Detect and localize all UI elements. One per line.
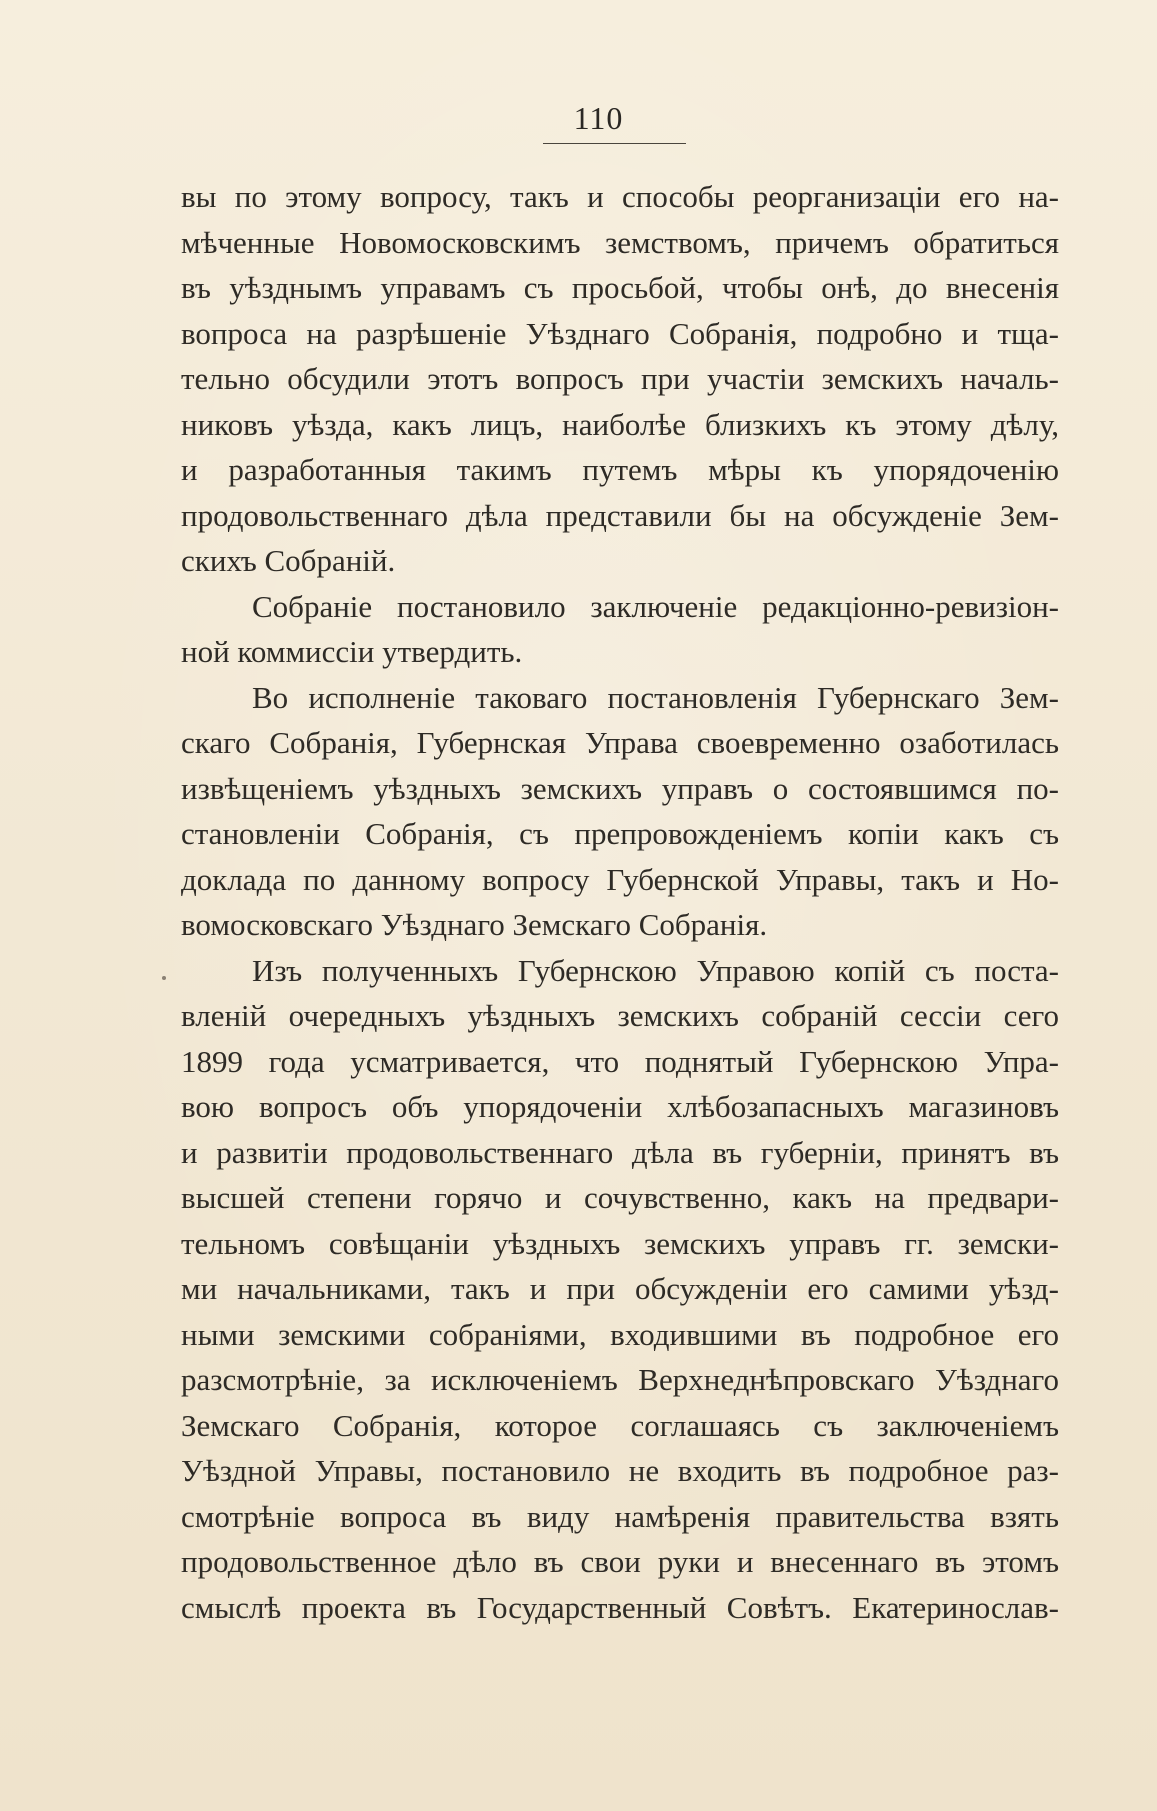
text-line: тельномъ совѣщаніи уѣздныхъ земскихъ управъ гг. земски- — [181, 1225, 1059, 1261]
text-line: скихъ Собраній. — [181, 543, 396, 578]
text-line: смотрѣніе вопроса въ виду намѣренія правительства взять — [181, 1498, 1059, 1534]
text-line: продовольственнаго дѣла представили бы на обсужденіе Зем- — [181, 497, 1059, 533]
text-line: никовъ уѣзда, какъ лицъ, наиболѣе близкихъ къ этому дѣлу, — [181, 406, 1059, 442]
text-line: вомосковскаго Уѣзднаго Земскаго Собранія. — [181, 907, 768, 942]
text-line: скаго Собранія, Губернская Управа своевременно озаботилась — [181, 725, 1059, 760]
text-line: и разработанныя такимъ путемъ мѣры къ упорядоченію — [181, 452, 1059, 487]
text-line: 1899 года усматривается, что поднятый Губернскою Упра- — [181, 1043, 1059, 1079]
text-line: Уѣздной Управы, постановило не входить въ подробное раз- — [181, 1453, 1059, 1488]
text-line: доклада по данному вопросу Губернской Управы, такъ и Но- — [181, 861, 1059, 897]
text-line: Собраніе постановило заключеніе редакціонно-ревизіон- — [252, 588, 1059, 624]
body-text — [181, 174, 1059, 1630]
text-line: вою вопросъ объ упорядоченіи хлѣбозапасныхъ магазиновъ — [181, 1089, 1059, 1124]
text-line: смыслѣ проекта въ Государственный Совѣтъ. Екатеринослав- — [181, 1589, 1059, 1625]
text-line: тельно обсудили этотъ вопросъ при участіи земскихъ началь- — [181, 361, 1059, 396]
text-line: Во исполненіе таковаго постановленія Губернскаго Зем- — [252, 679, 1059, 715]
text-line: Изъ полученныхъ Губернскою Управою копій съ поста- — [252, 952, 1059, 988]
print-speck — [162, 976, 166, 980]
text-line: вопроса на разрѣшеніе Уѣзднаго Собранія, подробно и тща- — [181, 315, 1059, 351]
text-line: ми начальниками, такъ и при обсужденіи его самими уѣзд- — [181, 1271, 1059, 1306]
text-line: разсмотрѣніе, за исключеніемъ Верхнеднѣпровскаго Уѣзднаго — [181, 1362, 1059, 1397]
text-line: высшей степени горячо и сочувственно, какъ на предвари- — [181, 1180, 1059, 1215]
page-number-underline — [543, 143, 686, 144]
text-line: вленій очередныхъ уѣздныхъ земскихъ собраній сессіи сего — [181, 998, 1059, 1033]
text-line: вы по этому вопросу, такъ и способы реорганизаціи его на- — [181, 179, 1059, 214]
text-line: ной коммиссіи утвердить. — [181, 634, 523, 669]
page-number: 110 — [573, 100, 624, 136]
text-line: извѣщеніемъ уѣздныхъ земскихъ управъ о состоявшимся по- — [181, 770, 1059, 806]
text-line: продовольственное дѣло въ свои руки и внесеннаго въ этомъ — [181, 1544, 1059, 1579]
text-line: Земскаго Собранія, которое соглашаясь съ заключеніемъ — [181, 1407, 1059, 1443]
text-line: и развитіи продовольственнаго дѣла въ губерніи, принятъ въ — [181, 1134, 1059, 1170]
text-line: становленіи Собранія, съ препровожденіемъ копіи какъ съ — [181, 816, 1059, 851]
text-line: въ уѣзднымъ управамъ съ просьбой, чтобы онѣ, до внесенія — [181, 270, 1059, 305]
text-line: ными земскими собраніями, входившими въ подробное его — [181, 1316, 1059, 1352]
text-line: мѣченные Новомосковскимъ земствомъ, причемъ обратиться — [181, 224, 1059, 260]
